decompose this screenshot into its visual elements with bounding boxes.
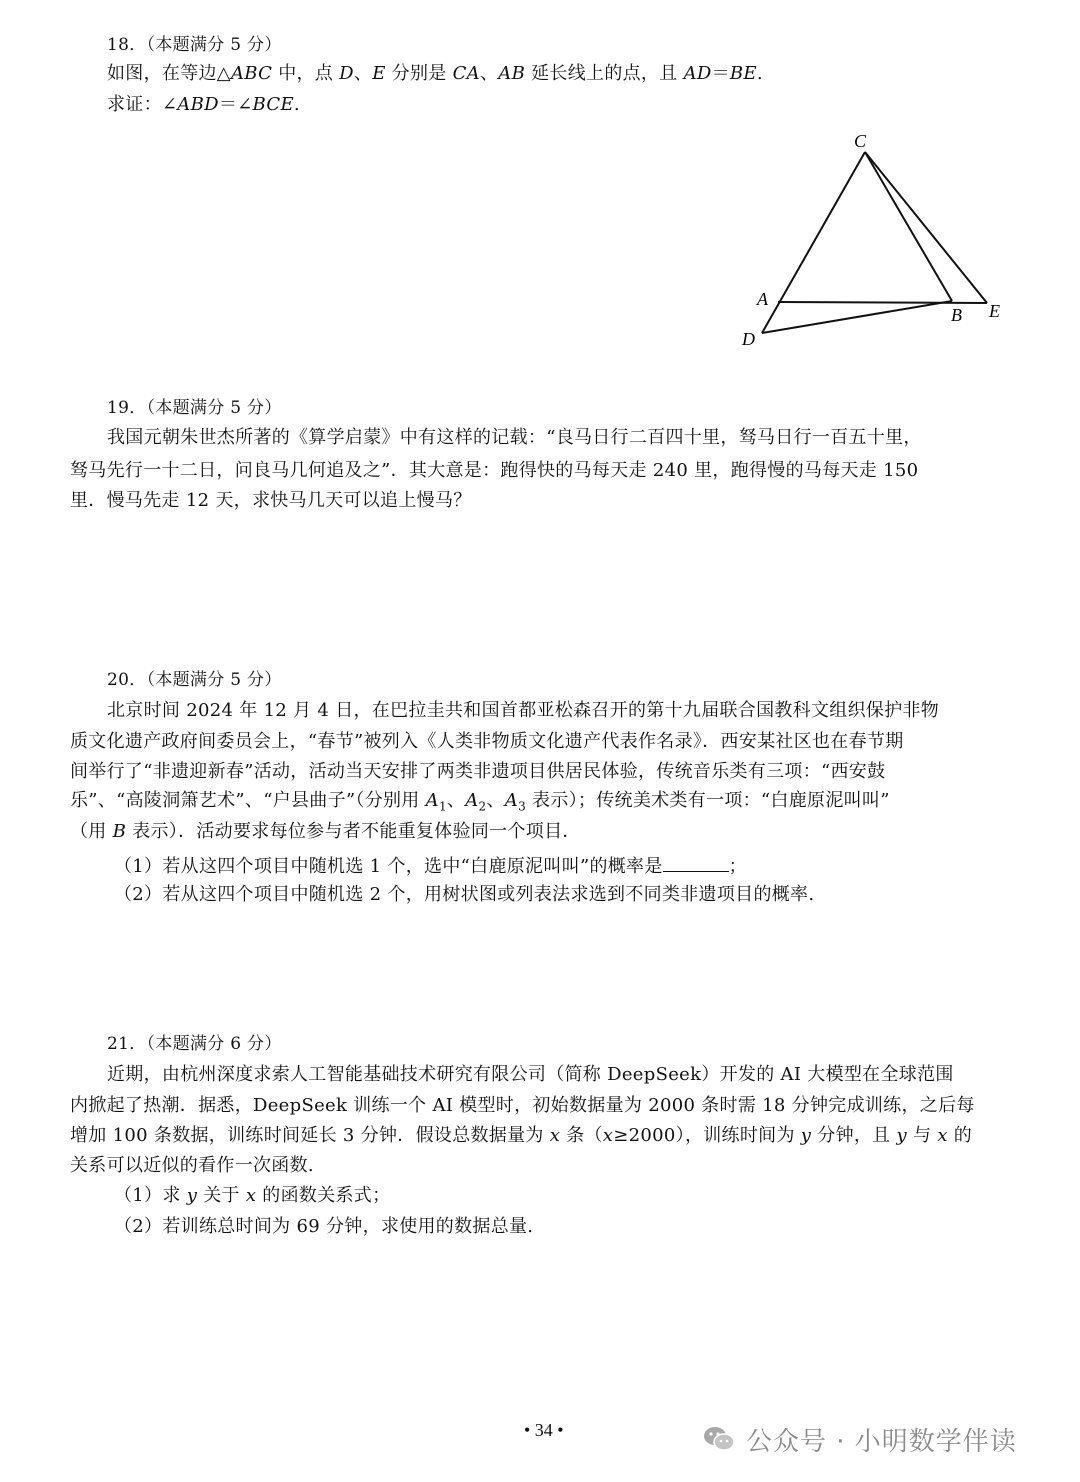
q18-text: ＝ <box>711 63 730 84</box>
q18-text: 延长线上的点，且 <box>525 63 684 84</box>
q18-text: 、 <box>353 63 373 84</box>
wechat-icon <box>702 1422 736 1456</box>
page-number: • 34 • <box>524 1420 564 1440</box>
q21-part-1 <box>114 1184 390 1208</box>
q21-text: ≥2000），训练时间为 <box>613 1125 801 1146</box>
q20-line-5 <box>70 820 581 844</box>
q21-text: （1）求 <box>114 1185 187 1206</box>
label-a: A <box>757 289 768 309</box>
q18-var: CA <box>452 63 480 84</box>
q21-var: x <box>937 1125 948 1146</box>
q20-text: 乐”、“高陵洞箫艺术”、“户县曲子”（分别用 <box>70 790 426 811</box>
q20-part-1 <box>114 853 747 879</box>
q20-text: 、 <box>446 790 466 811</box>
segment-ce <box>865 152 987 303</box>
q20-var: A <box>425 790 439 811</box>
q20-var: A <box>465 790 479 811</box>
q18-text: 如图，在等边△ <box>107 63 231 84</box>
q19-line-2: 驽马先行一十二日，问良马几何追及之”．其大意是：跑得快的马每天走 240 里，跑得慢的马每天走 150 <box>70 460 919 481</box>
q21-var: y <box>800 1125 812 1146</box>
q18-var: AD <box>683 63 712 84</box>
q20-var: B <box>112 821 127 842</box>
label-b: B <box>951 305 962 325</box>
q21-var: x <box>602 1125 614 1146</box>
q21-line-4: 关系可以近似的看作一次函数. <box>70 1155 314 1176</box>
q19-header: 19．（本题满分 5 分） <box>107 398 282 418</box>
q21-header: 21．（本题满分 6 分） <box>107 1034 282 1054</box>
q21-line-2: 内掀起了热潮．据悉，DeepSeek 训练一个 AI 模型时，初始数据量为 2000 条时需 18 分钟完成训练，之后每 <box>70 1095 975 1116</box>
q18-text: . <box>293 94 300 115</box>
q20-line-3: 间举行了“非遗迎新春”活动，活动当天安排了两类非遗项目供居民体验，传统音乐类有三项：“西安鼓 <box>70 761 886 782</box>
q20-line-1: 北京时间 2024 年 12 月 4 日，在巴拉圭共和国首都亚松森召开的第十九届联合国教科文组织保护非物 <box>107 700 940 721</box>
q21-text: 的 <box>947 1125 973 1146</box>
q20-text: （用 <box>70 821 113 842</box>
segment-db <box>762 301 952 333</box>
q18-var: D <box>339 63 354 84</box>
q21-text: 关于 <box>197 1185 246 1206</box>
q18-header: 18．（本题满分 5 分） <box>107 35 282 55</box>
q20-text: ； <box>728 856 747 877</box>
q18-var: BE <box>729 63 757 84</box>
q20-var: A <box>504 790 519 811</box>
q20-text: 、 <box>486 790 505 811</box>
q18-var: AB <box>498 63 526 84</box>
q20-header: 20．（本题满分 5 分） <box>107 670 282 690</box>
q18-var: BCE <box>252 94 294 115</box>
q21-part-2: （2）若训练总时间为 69 分钟，求使用的数据总量. <box>114 1216 534 1237</box>
q21-var: y <box>186 1185 198 1206</box>
q20-subscript: 3 <box>518 799 527 814</box>
q21-text: 的函数关系式； <box>256 1185 391 1206</box>
q18-text: 求证：∠ <box>107 94 178 115</box>
q18-triangle-figure <box>730 125 1030 370</box>
q18-prove <box>107 93 300 117</box>
segment-cb <box>865 152 952 301</box>
q21-line-1: 近期，由杭州深度求索人工智能基础技术研究有限公司（简称 DeepSeek）开发的 AI 大模型在全球范围 <box>107 1064 954 1085</box>
q18-text: ＝∠ <box>218 94 253 115</box>
watermark-text: 公众号 · 小明数学伴读 <box>746 1426 1017 1457</box>
label-d: D <box>742 329 755 349</box>
q18-text: . <box>756 63 763 84</box>
q21-var: x <box>549 1125 561 1146</box>
watermark <box>702 1417 1017 1461</box>
q20-part-2: （2）若从这四个项目中随机选 2 个，用树状图或列表法求选到不同类非遗项目的概率. <box>114 884 815 905</box>
q19-line-1: 我国元朝朱世杰所著的《算学启蒙》中有这样的记载：“良马日行二百四十里，驽马日行一百五十里， <box>107 427 922 448</box>
q20-subscript: 1 <box>438 799 447 814</box>
segment-ae <box>778 302 987 303</box>
q21-var: x <box>245 1185 257 1206</box>
q21-text: 与 <box>906 1125 938 1146</box>
q20-text: 表示）．活动要求每位参与者不能重复体验同一个项目． <box>126 821 581 842</box>
q18-text: 分别是 <box>385 63 453 84</box>
q20-subscript: 2 <box>478 799 487 814</box>
q21-line-3 <box>70 1124 972 1148</box>
q20-line-4 <box>70 789 890 819</box>
q20-text: 表示）；传统美术类有一项：“白鹿原泥叫叫” <box>526 790 890 811</box>
label-c: C <box>854 131 867 151</box>
q19-line-3: 里．慢马先走 12 天，求快马几天可以追上慢马？ <box>70 490 472 511</box>
q18-text: 、 <box>479 63 499 84</box>
segment-cd <box>762 152 865 333</box>
q21-text: 分钟，且 <box>811 1125 897 1146</box>
q18-var: E <box>372 63 386 84</box>
q20-line-2: 质文化遗产政府间委员会上，“春节”被列入《人类非物质文化遗产代表作名录》．西安某社区也在春节期 <box>70 731 904 752</box>
q18-text: 中，点 <box>272 63 340 84</box>
q18-var: ABC <box>230 63 273 84</box>
q21-text: 增加 100 条数据，训练时间延长 3 分钟．假设总数据量为 <box>70 1125 550 1146</box>
q18-var: ABD <box>177 94 219 115</box>
q21-var: y <box>896 1125 907 1146</box>
q21-text: 条（ <box>560 1125 603 1146</box>
q20-text: （1）若从这四个项目中随机选 1 个，选中“白鹿原泥叫叫”的概率是 <box>114 856 663 877</box>
label-e: E <box>989 301 1000 321</box>
q18-statement <box>107 62 763 86</box>
answer-blank[interactable] <box>663 853 729 872</box>
